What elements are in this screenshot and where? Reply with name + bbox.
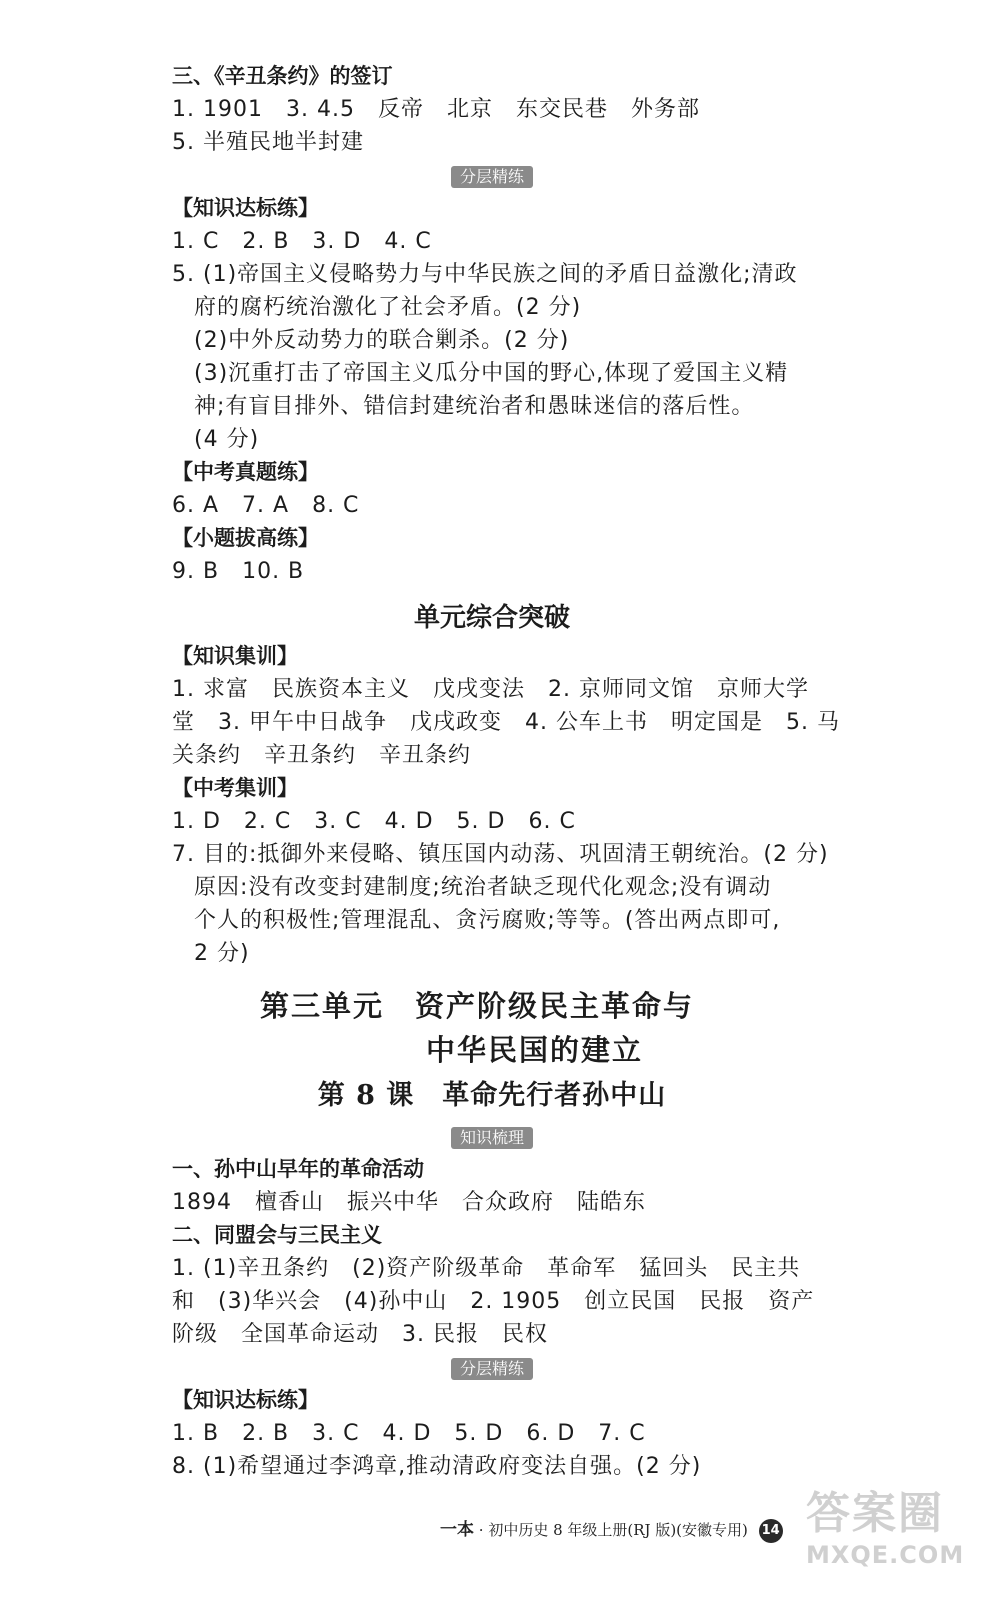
answer-line: 6. A 7. A 8. C bbox=[172, 493, 360, 518]
unit-title: 第三单元 资产阶级民主革命与 bbox=[260, 989, 695, 1023]
subsection-heading: 【中考真题练】 bbox=[172, 460, 319, 484]
answer-line: 7. 目的:抵御外来侵略、镇压国内动荡、巩固清王朝统治。(2 分) bbox=[172, 842, 829, 867]
section-heading: 三、《辛丑条约》的签订 bbox=[172, 64, 393, 88]
section-heading: 二、同盟会与三民主义 bbox=[172, 1223, 382, 1247]
subsection-heading: 【知识集训】 bbox=[172, 644, 298, 668]
page-number: 14 bbox=[759, 1519, 783, 1543]
section-heading: 一、孙中山早年的革命活动 bbox=[172, 1157, 424, 1181]
answer-line: 阶级 全国革命运动 3. 民报 民权 bbox=[172, 1322, 548, 1347]
answer-line: 9. B 10. B bbox=[172, 559, 305, 584]
watermark-url: MXQE.COM bbox=[806, 1541, 965, 1569]
footer-brand: 一本 bbox=[440, 1520, 474, 1540]
answer-line: 1. B 2. B 3. C 4. D 5. D 6. D 7. C bbox=[172, 1421, 646, 1446]
answer-line: (4 分) bbox=[194, 427, 260, 452]
subsection-heading: 【知识达标练】 bbox=[172, 196, 319, 220]
answer-line: 1. 求富 民族资本主义 戊戌变法 2. 京师同文馆 京师大学 bbox=[172, 677, 809, 702]
answer-line: 和 (3)华兴会 (4)孙中山 2. 1905 创立民国 民报 资产 bbox=[172, 1289, 815, 1314]
watermark-logo bbox=[806, 1488, 976, 1588]
answer-line: 2 分) bbox=[194, 941, 250, 966]
subsection-heading: 【小题拔高练】 bbox=[172, 526, 319, 550]
unit-review-title: 单元综合突破 bbox=[413, 603, 570, 633]
answer-line: 原因:没有改变封建制度;统治者缺乏现代化观念;没有调动 bbox=[194, 875, 772, 900]
answer-line: 1. 1901 3. 4.5 反帝 北京 东交民巷 外务部 bbox=[172, 97, 700, 122]
answer-line: 5. 半殖民地半封建 bbox=[172, 130, 364, 155]
subsection-heading: 【中考集训】 bbox=[172, 776, 298, 800]
section-badge: 分层精练 bbox=[451, 166, 533, 188]
answer-line: 1. C 2. B 3. D 4. C bbox=[172, 229, 432, 254]
answer-line: 1894 檀香山 振兴中华 合众政府 陆皓东 bbox=[172, 1190, 646, 1215]
answer-line: 神;有盲目排外、错信封建统治者和愚昧迷信的落后性。 bbox=[194, 394, 755, 419]
answer-line: 堂 3. 甲午中日战争 戊戌政变 4. 公车上书 明定国是 5. 马 bbox=[172, 710, 840, 735]
watermark-text: 答案圈 bbox=[806, 1488, 944, 1539]
section-badge: 分层精练 bbox=[451, 1358, 533, 1380]
lesson-title: 第 8 课 革命先行者孙中山 bbox=[317, 1080, 667, 1111]
subsection-heading: 【知识达标练】 bbox=[172, 1388, 319, 1412]
unit-title: 中华民国的建立 bbox=[426, 1033, 644, 1067]
footer-book-info: · 初中历史 8 年级上册(RJ 版)(安徽专用) bbox=[478, 1521, 748, 1539]
answer-line: 8. (1)希望通过李鸿章,推动清政府变法自强。(2 分) bbox=[172, 1454, 702, 1479]
page-footer bbox=[440, 1515, 783, 1543]
answer-line: 关条约 辛丑条约 辛丑条约 bbox=[172, 743, 472, 768]
answer-line: (2)中外反动势力的联合剿杀。(2 分) bbox=[194, 328, 570, 353]
answer-line: 1. D 2. C 3. C 4. D 5. D 6. C bbox=[172, 809, 576, 834]
answer-line: (3)沉重打击了帝国主义瓜分中国的野心,体现了爱国主义精 bbox=[194, 361, 789, 386]
answer-line: 府的腐朽统治激化了社会矛盾。(2 分) bbox=[194, 295, 582, 320]
answer-line: 个人的积极性;管理混乱、贪污腐败;等等。(答出两点即可, bbox=[194, 908, 781, 933]
answer-line: 5. (1)帝国主义侵略势力与中华民族之间的矛盾日益激化;清政 bbox=[172, 262, 798, 287]
answer-line: 1. (1)辛丑条约 (2)资产阶级革命 革命军 猛回头 民主共 bbox=[172, 1256, 801, 1281]
section-badge: 知识梳理 bbox=[451, 1127, 533, 1149]
page-content bbox=[172, 60, 840, 1483]
